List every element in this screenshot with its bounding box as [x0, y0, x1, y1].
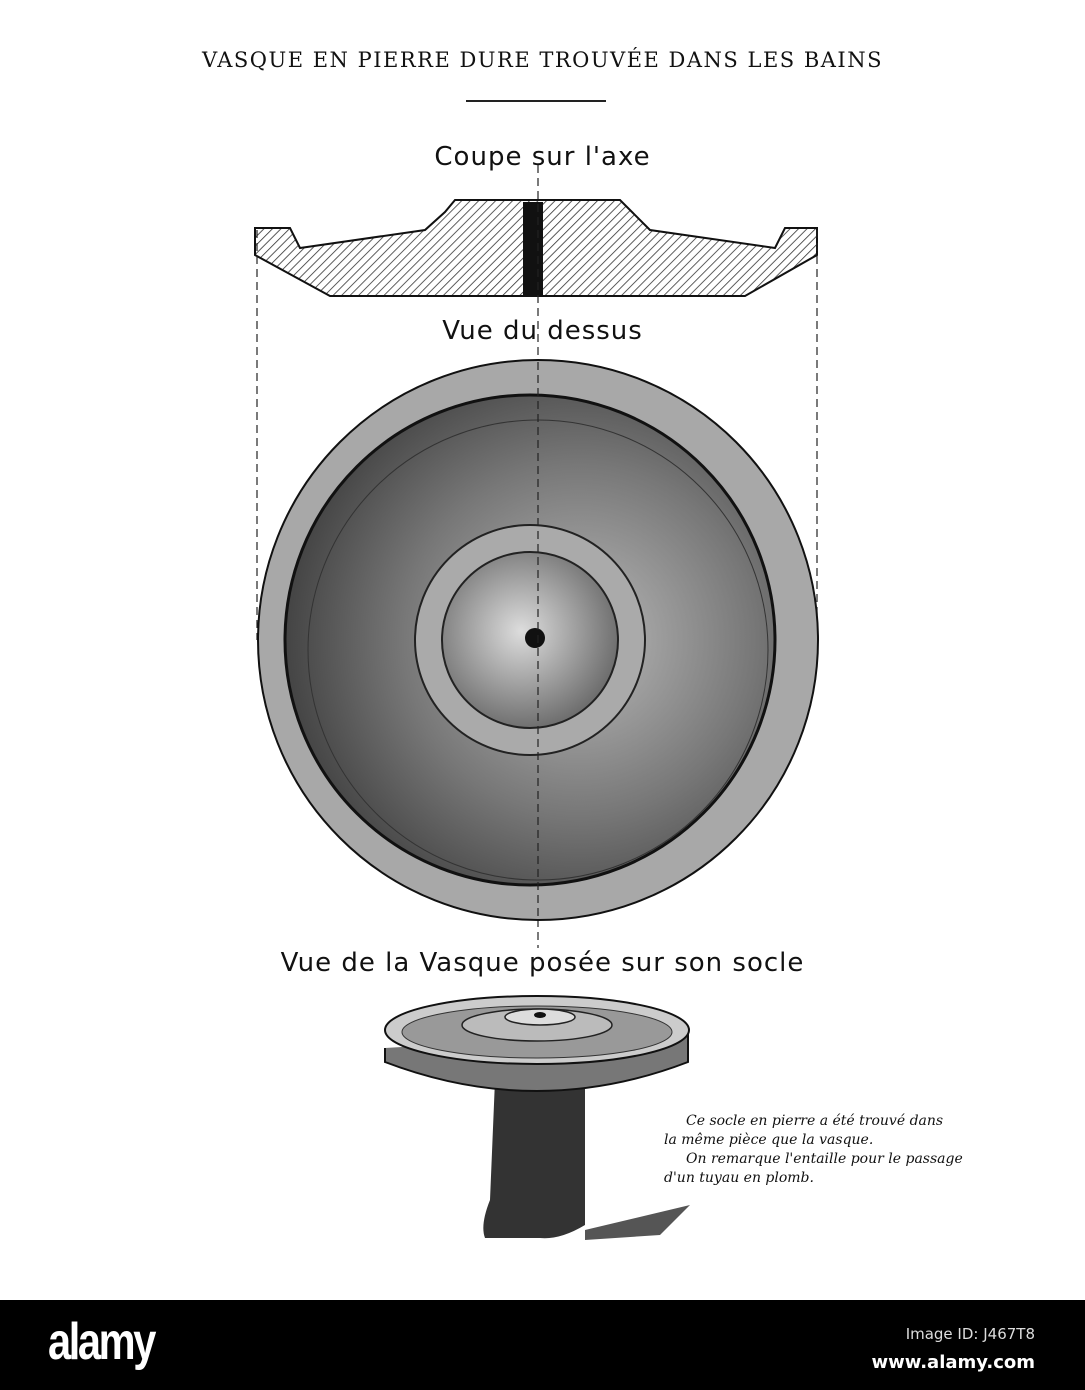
caption-line: la même pièce que la vasque. [664, 1132, 874, 1148]
caption [664, 1112, 963, 1188]
title-divider [466, 100, 606, 102]
site-url: www.alamy.com [871, 1352, 1035, 1373]
pedestal-view-label: Vue de la Vasque posée sur son socle [280, 948, 805, 978]
pedestal-drawing [385, 996, 690, 1240]
alamy-logo: alamy [48, 1313, 154, 1371]
caption-line: On remarque l'entaille pour le passage [686, 1151, 963, 1167]
top-view-label: Vue du dessus [442, 316, 643, 346]
watermark-bar [0, 1300, 1085, 1390]
caption-line: d'un tuyau en plomb. [664, 1170, 814, 1186]
page-title: VASQUE EN PIERRE DURE TROUVÉE DANS LES BAINS [202, 48, 883, 72]
section-drawing [255, 200, 817, 296]
caption-line: Ce socle en pierre a été trouvé dans [686, 1113, 944, 1129]
top-view-drawing [258, 360, 818, 920]
section-label: Coupe sur l'axe [434, 142, 651, 172]
image-id: Image ID: J467T8 [905, 1325, 1035, 1343]
